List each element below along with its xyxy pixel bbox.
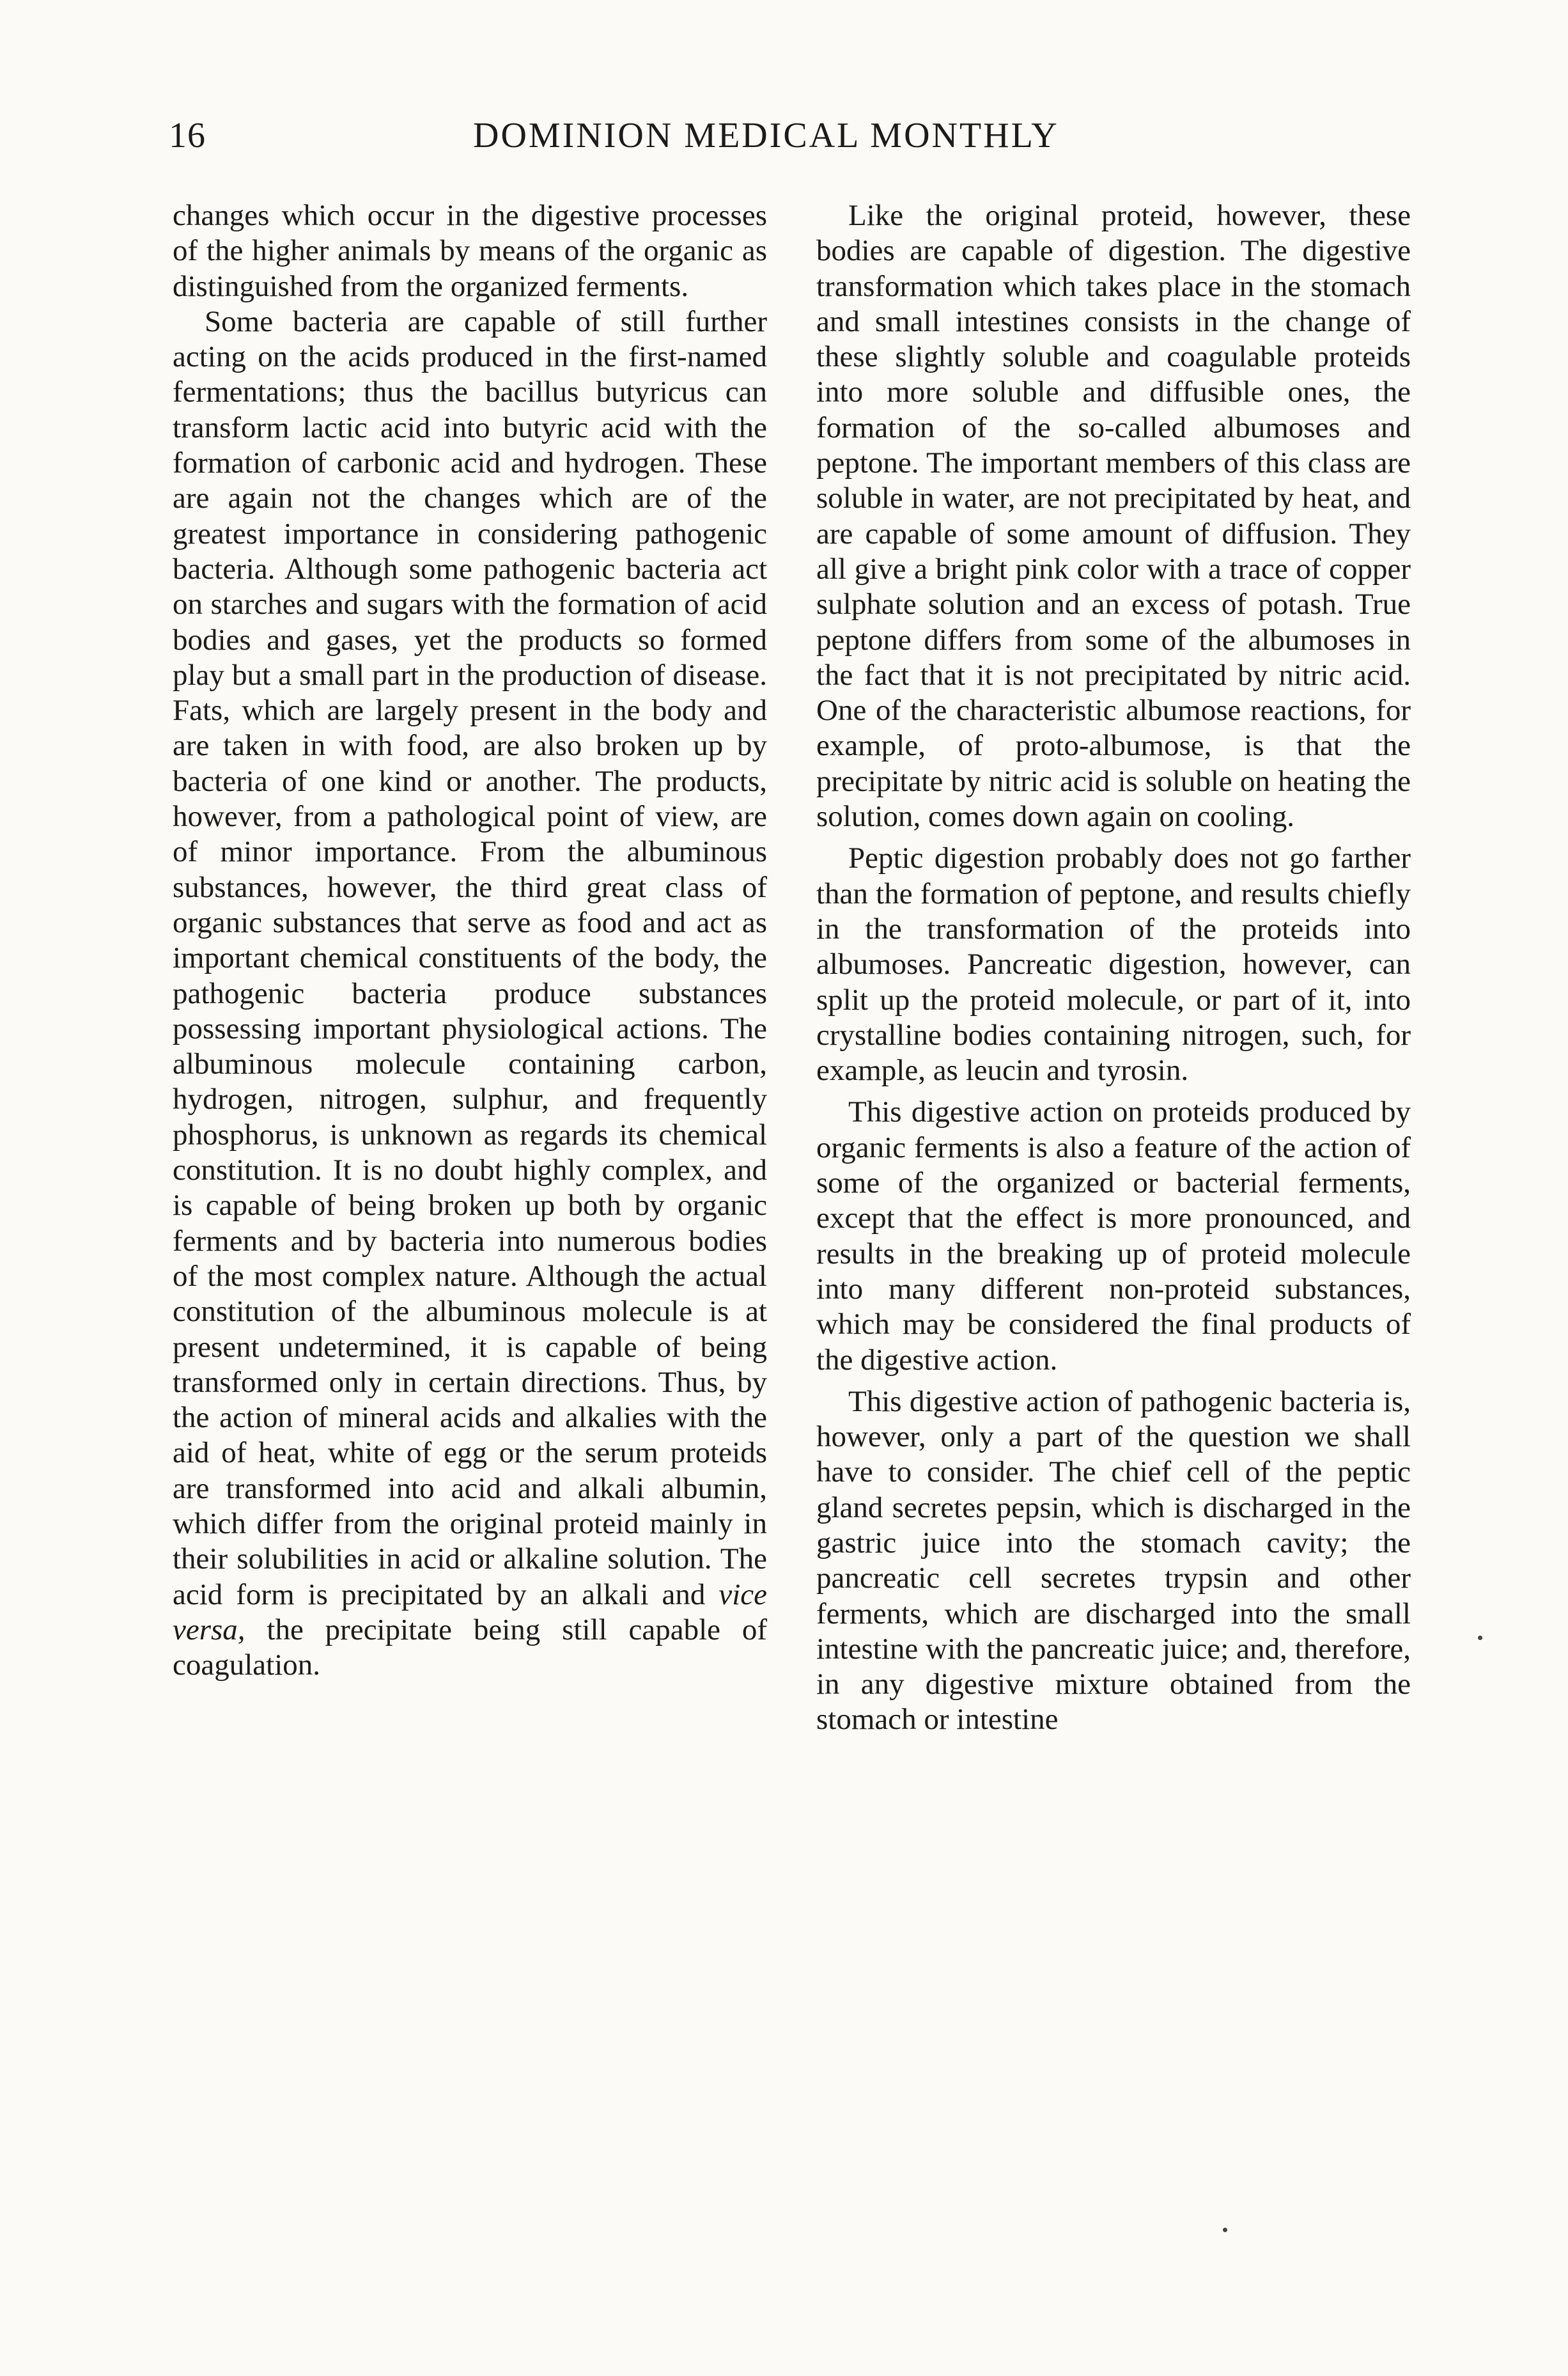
left-paragraph-2 bbox=[173, 304, 767, 1684]
stray-mark bbox=[1478, 1636, 1482, 1640]
right-paragraph-1: Like the original proteid, however, these bodies are capable of digestion. The digestive transformation which takes place in the stomach and small intestines consists in the change of these slightly soluble and coagulable proteids into more soluble and diffusible ones, the formation of the so-called albumoses and peptone. The important members of this class are soluble in water, are not precipitated by heat, and are capable of some amount of diffusion. They all give a bright pink color with a trace of copper sulphate solution and an excess of potash. True peptone differs from some of the albumoses in the fact that it is not precipitated by nitric acid. One of the characteristic albumose reactions, for example, of proto-albumose, is that the precipitate by nitric acid is soluble on heating the solution, comes down again on cooling. bbox=[816, 199, 1411, 834]
stray-mark bbox=[1223, 2228, 1227, 2232]
left-paragraph-2-italic: vice versa, bbox=[173, 1577, 768, 1646]
right-column bbox=[816, 198, 1411, 1738]
page-number: 16 bbox=[169, 116, 206, 155]
left-paragraph-1: changes which occur in the digestive processes of the higher animals by means of the organic as distinguished from the organized ferments. bbox=[173, 199, 767, 303]
right-paragraph-2: Peptic digestion probably does not go farther than the formation of peptone, and results chiefly in the transformation of the proteids into albumoses. Pancreatic digestion, however, can split up the proteid molecule, or part of it, into crystalline bodies containing nitrogen, such, for example, as leucin and tyrosin. bbox=[816, 841, 1411, 1088]
left-column bbox=[173, 198, 767, 1683]
left-paragraph-2-text: Some bacteria are capable of still further acting on the acids produced in the first-named fermentations; thus the bacillus butyricus can transform lactic acid into butyric acid with the formation of carbonic acid and hydrogen. These are again not the changes which are of the greatest importance in considering pathogenic bacteria. Although some pathogenic bacteria act on starches and sugars with the formation of acid bodies and gases, yet the products so formed play but a small part in the production of disease. Fats, which are largely present in the body and are taken in with food, are also broken up by bacteria of one kind or another. The products, however, from a pathological point of view, are of minor importance. From the albuminous substances, however, the third great class of organic substances that serve as food and act as important chemical constituents of the body, the pathogenic bacteria produce substances possessing important physiological actions. The albuminous molecule containing carbon, hydrogen, nitrogen, sulphur, and frequently phosphorus, is unknown as regards its chemical constitution. It is no doubt highly complex, and is capable of being broken up both by organic ferments and by bacteria into numerous bodies of the most complex nature. Although the actual constitution of the albuminous molecule is at present undetermined, it is capable of being transformed only in certain directions. Thus, by the action of mineral acids and alkalies with the aid of heat, white of egg or the serum proteids are transformed into acid and alkali albumin, which differ from the original proteid mainly in their solubilities in acid or alkaline solution. The acid form is precipitated by an alkali and bbox=[173, 304, 767, 1611]
running-head: DOMINION MEDICAL MONTHLY bbox=[473, 116, 1059, 155]
right-paragraph-4: This digestive action of pathogenic bacteria is, however, only a part of the question we shall have to consider. The chief cell of the peptic gland secretes pepsin, which is discharged in the gastric juice into the stomach cavity; the pancreatic cell secretes trypsin and other ferments, which are discharged into the small intestine with the pancreatic juice; and, therefore, in any digestive mixture obtained from the stomach or intestine bbox=[816, 1384, 1411, 1737]
left-paragraph-2-end: the precipitate being still capable of coagulation. bbox=[173, 1613, 767, 1682]
right-paragraph-3: This digestive action on proteids produced by organic ferments is also a feature of the action of some of the organized or bacterial ferments, except that the effect is more pronounced, and results in the breaking up of proteid molecule into many different non-proteid substances, which may be considered the final products of the digestive action. bbox=[816, 1095, 1411, 1377]
